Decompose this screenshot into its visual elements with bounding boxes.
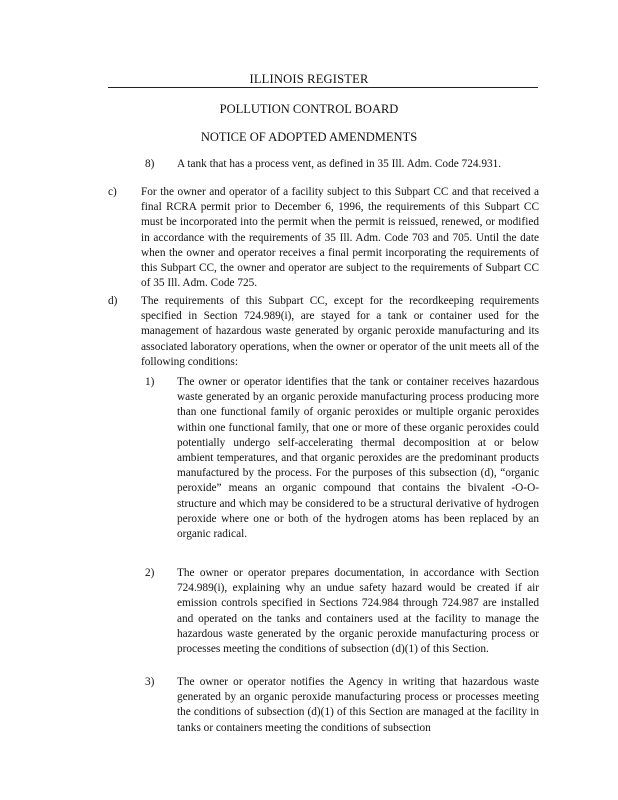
subsection-d2-label: 2) [145, 567, 155, 579]
section-c-label: c) [108, 186, 117, 198]
subsection-d2-text: The owner or operator prepares documentation, in accordance with Section 724.989(i), explaining why an undue safety hazard would be created if air emission controls specified in Sections 724.984 through 724.987 are installed and operated on the tanks and containers used at the facility to manage the hazardous waste generated by the organic peroxide manufacturing process or processes meeting the conditions of subsection (d)(1) of this Section. [177, 567, 539, 656]
notice-title: NOTICE OF ADOPTED AMENDMENTS [200, 130, 418, 144]
section-d-text: The requirements of this Subpart CC, except for the recordkeeping requirements specified in Section 724.989(i), are stayed for a tank or container used for the management of hazardous waste generated by organic peroxide manufacturing and its associated laboratory operations, when the owner or operator of the unit meets all of the following conditions: [141, 295, 539, 368]
section-d-label: d) [108, 295, 118, 307]
board-name: POLLUTION CONTROL BOARD [219, 102, 399, 116]
item-8-label: 8) [145, 158, 155, 170]
register-title: ILLINOIS REGISTER [249, 72, 369, 86]
subsection-d3-label: 3) [145, 676, 155, 688]
subsection-d3-text: The owner or operator notifies the Agency in writing that hazardous waste generated by an organic peroxide manufacturing process or processes meeting the conditions of subsection (d)(1) of this Section are managed at the facility in tanks or containers meeting the conditions of subsection [177, 676, 539, 734]
section-c-text: For the owner and operator of a facility subject to this Subpart CC and that received a final RCRA permit prior to December 6, 1996, the requirements of this Subpart CC must be incorporated into the permit when the permit is reissued, renewed, or modified in accordance with the requirements of 35 Ill. Adm. Code 703 and 705. Until the date when the owner and operator receives a final permit incorporating the requirements of this Subpart CC, the owner and operator are subject to the requirements of Subpart CC of 35 Ill. Adm. Code 725. [141, 186, 539, 290]
item-8-text: A tank that has a process vent, as defined in 35 Ill. Adm. Code 724.931. [177, 158, 502, 170]
subsection-d1-label: 1) [145, 376, 155, 388]
subsection-d1-text: The owner or operator identifies that the tank or container receives hazardous waste generated by an organic peroxide manufacturing process producing more than one functional family of organic peroxides or multiple organic peroxides within one functional family, that one or more of these organic peroxides could potentially undergo self-accelerating thermal decomposition at or below ambient temperatures, and that organic peroxides are the predominant products manufactured by the process. For the purposes of this subsection (d), “organic peroxide” means an organic compound that contains the bivalent -O-O- structure and which may be considered to be a structural derivative of hydrogen peroxide where one or both of the hydrogen atoms has been replaced by an organic radical. [177, 376, 539, 541]
header-divider [108, 87, 538, 88]
